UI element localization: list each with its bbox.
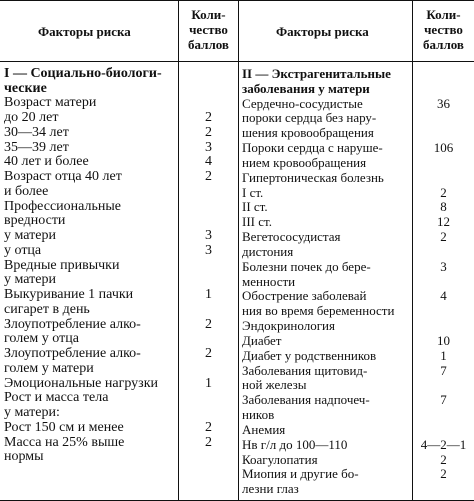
right-factor-text: нием кровообращения: [242, 154, 367, 170]
right-factor-text: шения кровообращения: [242, 125, 374, 141]
right-score-value: 12: [437, 214, 450, 230]
right-score-value: 2: [440, 466, 447, 482]
left-factor-text: Выкуривание 1 пачки: [4, 287, 134, 303]
right-factor-text: Вегетососудистая: [242, 229, 341, 245]
left-score-value: 2: [205, 419, 212, 435]
left-factor-text: голем у матери: [4, 360, 94, 376]
left-score-value: 3: [205, 139, 212, 155]
left-factor-text: 30—34 лет: [4, 124, 69, 140]
right-factor-text: ной железы: [242, 377, 307, 393]
left-factor-text: Возраст матери: [4, 95, 97, 111]
header-quantity-right-line2: чество: [424, 22, 463, 37]
left-factor-text: вредности: [4, 213, 66, 229]
left-score-value: 2: [205, 110, 212, 126]
right-factor-text: I ст.: [242, 184, 264, 200]
left-factor-text: Злоупотребление алко-: [4, 346, 141, 362]
left-factor-text: 35—39 лет: [4, 139, 69, 155]
right-score-value: 4—2—1: [420, 436, 467, 452]
left-factor-text: Рост 150 см и менее: [4, 419, 124, 435]
right-score-value: 2: [440, 451, 447, 467]
right-factor-text: Нв г/л до 100—110: [242, 436, 348, 452]
right-factor-text: Сердечно-сосудистые: [242, 95, 363, 111]
right-score-value: 7: [440, 362, 447, 378]
right-factor-text: Заболевания щитовид-: [242, 362, 368, 378]
column-divider-middle: [238, 0, 239, 501]
left-section-heading: I — Социально-биологи-: [4, 66, 162, 81]
header-risk-factors-right: Факторы риска: [276, 24, 369, 39]
left-factor-text: Масса на 25% выше: [4, 434, 125, 450]
header-bottom-rule: [0, 61, 474, 62]
left-score-value: 1: [205, 287, 212, 303]
left-factor-text: нормы: [4, 449, 44, 465]
right-factor-text: Анемия: [242, 421, 286, 437]
right-score-value: 106: [433, 140, 454, 156]
right-score-value: 3: [440, 258, 447, 274]
left-score-value: 4: [205, 154, 212, 170]
right-factor-text: пороки сердца без нару-: [242, 110, 377, 126]
left-score-value: 2: [205, 169, 212, 185]
header-quantity-left-line1: Коли-: [191, 7, 226, 22]
right-factor-text: Болезни почек до бере-: [242, 258, 371, 274]
left-score-value: 2: [205, 124, 212, 140]
right-factor-text: Гипертоническая болезнь: [242, 169, 384, 185]
left-factor-text: до 20 лет: [4, 110, 59, 126]
left-factor-text: Эмоциональные нагрузки: [4, 375, 158, 391]
right-score-value: 36: [437, 95, 450, 111]
left-factor-text: у матери:: [4, 405, 60, 421]
header-quantity-left-line3: баллов: [188, 37, 229, 52]
column-divider-right-qty: [412, 0, 413, 501]
right-factor-text: лезни глаз: [242, 481, 299, 497]
header-quantity-left-line2: чество: [189, 22, 228, 37]
right-score-value: 7: [440, 392, 447, 408]
right-score-value: 2: [440, 229, 447, 245]
left-section-heading: ческие: [4, 80, 47, 96]
left-factor-text: Профессиональные: [4, 198, 121, 214]
left-factor-text: Вредные привычки: [4, 257, 120, 273]
right-score-value: 10: [437, 332, 450, 348]
right-score-value: 2: [440, 184, 447, 200]
header-quantity-right-line3: баллов: [423, 37, 464, 52]
right-factor-text: II ст.: [242, 199, 268, 215]
header-quantity-right-line1: Коли-: [426, 7, 461, 22]
left-factor-text: у отца: [4, 242, 42, 258]
right-factor-text: Пороки сердца с наруше-: [242, 140, 383, 156]
left-factor-text: сигарет в день: [4, 301, 90, 317]
left-score-value: 3: [205, 242, 212, 258]
right-factor-text: Диабет: [242, 332, 282, 348]
left-factor-text: Возраст отца 40 лет: [4, 169, 122, 185]
left-factor-text: у матери: [4, 272, 56, 288]
right-score-value: 8: [440, 199, 447, 215]
left-score-value: 2: [205, 434, 212, 450]
right-factor-text: Миопия и другие бо-: [242, 466, 359, 482]
right-section-heading: II — Экстрагенитальные: [242, 66, 391, 81]
left-score-value: 2: [205, 346, 212, 362]
right-factor-text: менности: [242, 273, 296, 289]
right-factor-text: III ст.: [242, 214, 272, 230]
right-section-heading: заболевания у матери: [242, 80, 370, 96]
header-risk-factors-left: Факторы риска: [38, 24, 131, 39]
left-factor-text: и более: [4, 183, 49, 199]
right-factor-text: Обострение заболевай: [242, 288, 367, 304]
right-factor-text: ников: [242, 407, 275, 423]
right-factor-text: Заболевания надпочеч-: [242, 392, 370, 408]
right-score-value: 4: [440, 288, 447, 304]
left-factor-text: Рост и масса тела: [4, 390, 109, 406]
left-score-value: 3: [205, 228, 212, 244]
left-factor-text: у матери: [4, 228, 56, 244]
left-score-value: 1: [205, 375, 212, 391]
left-factor-text: Злоупотребление алко-: [4, 316, 141, 332]
left-factor-text: 40 лет и более: [4, 154, 89, 170]
right-factor-text: дистония: [242, 243, 294, 259]
right-factor-text: Коагулопатия: [242, 451, 318, 467]
right-factor-text: ния во время беременности: [242, 303, 395, 319]
right-factor-text: Диабет у родственников: [242, 347, 377, 363]
right-score-value: 1: [440, 347, 447, 363]
left-score-value: 2: [205, 316, 212, 332]
table-top-rule: [0, 0, 474, 1]
right-factor-text: Эндокринология: [242, 318, 335, 334]
left-factor-text: голем у отца: [4, 331, 79, 347]
